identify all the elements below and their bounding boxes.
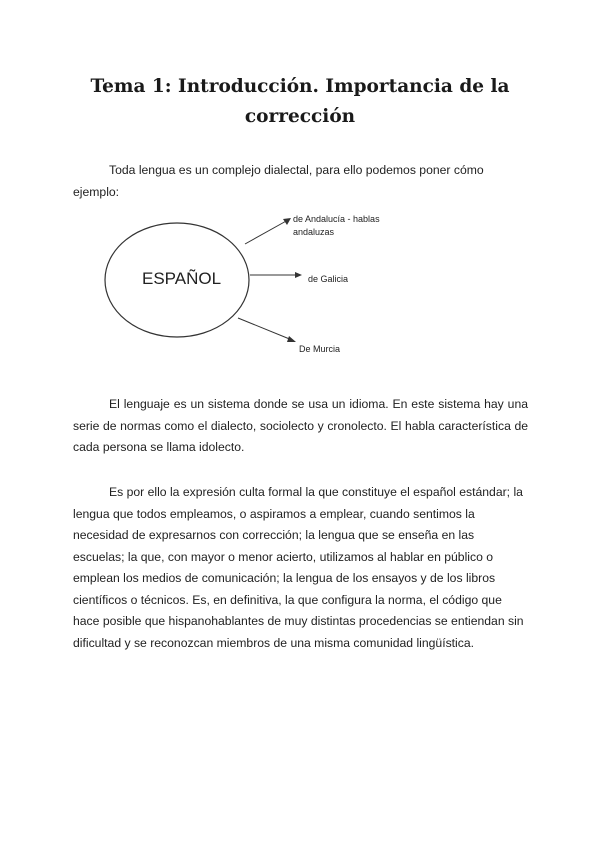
arrow-line-1 <box>245 220 288 244</box>
branch-andalucia-line-2: andaluzas <box>293 227 335 237</box>
paragraph-expresion-culta: Es por ello la expresión culta formal la que constituye el español estándar; la lengua que todos empleamos, o aspiramos a emplear, cuando sentimos la necesidad de expresarnos con corrección; la lengua que se enseña en las escuelas; la que, con mayor o menor acierto, utilizamos al hablar en público o emplean los medios de comunicación; la lengua de los ensayos y de los libros científicos o técnicos. Es, en definitiva, la que configura la norma, el código que hace posible que hispanohablantes de muy distintas procedencias se entiendan sin dificultad y se reconozcan miembros de una misma comunidad lingüística. <box>73 485 524 650</box>
arrow-head-1 <box>283 218 291 225</box>
arrow-head-3 <box>287 336 296 342</box>
title-line-2: corrección <box>244 106 356 127</box>
title-line-1: Tema 1: Introducción. Importancia de la <box>90 76 510 97</box>
arrow-line-3 <box>238 318 292 340</box>
dialect-diagram <box>100 206 420 366</box>
paragraph-intro: Toda lengua es un complejo dialectal, para ello podemos poner cómo ejemplo: <box>73 163 484 199</box>
paragraph-lenguaje: El lenguaje es un sistema donde se usa un idioma. En este sistema hay una serie de normas como el dialecto, sociolecto y cronolecto. El habla característica de cada persona se llama idolecto. <box>73 397 528 454</box>
branch-galicia: de Galicia <box>308 274 349 284</box>
diagram-center-label: ESPAÑOL <box>142 269 222 288</box>
branch-andalucia-line-1: de Andalucía - hablas <box>293 214 380 224</box>
page-title <box>60 72 540 132</box>
arrow-head-2 <box>295 272 302 278</box>
branch-murcia: De Murcia <box>299 344 341 354</box>
